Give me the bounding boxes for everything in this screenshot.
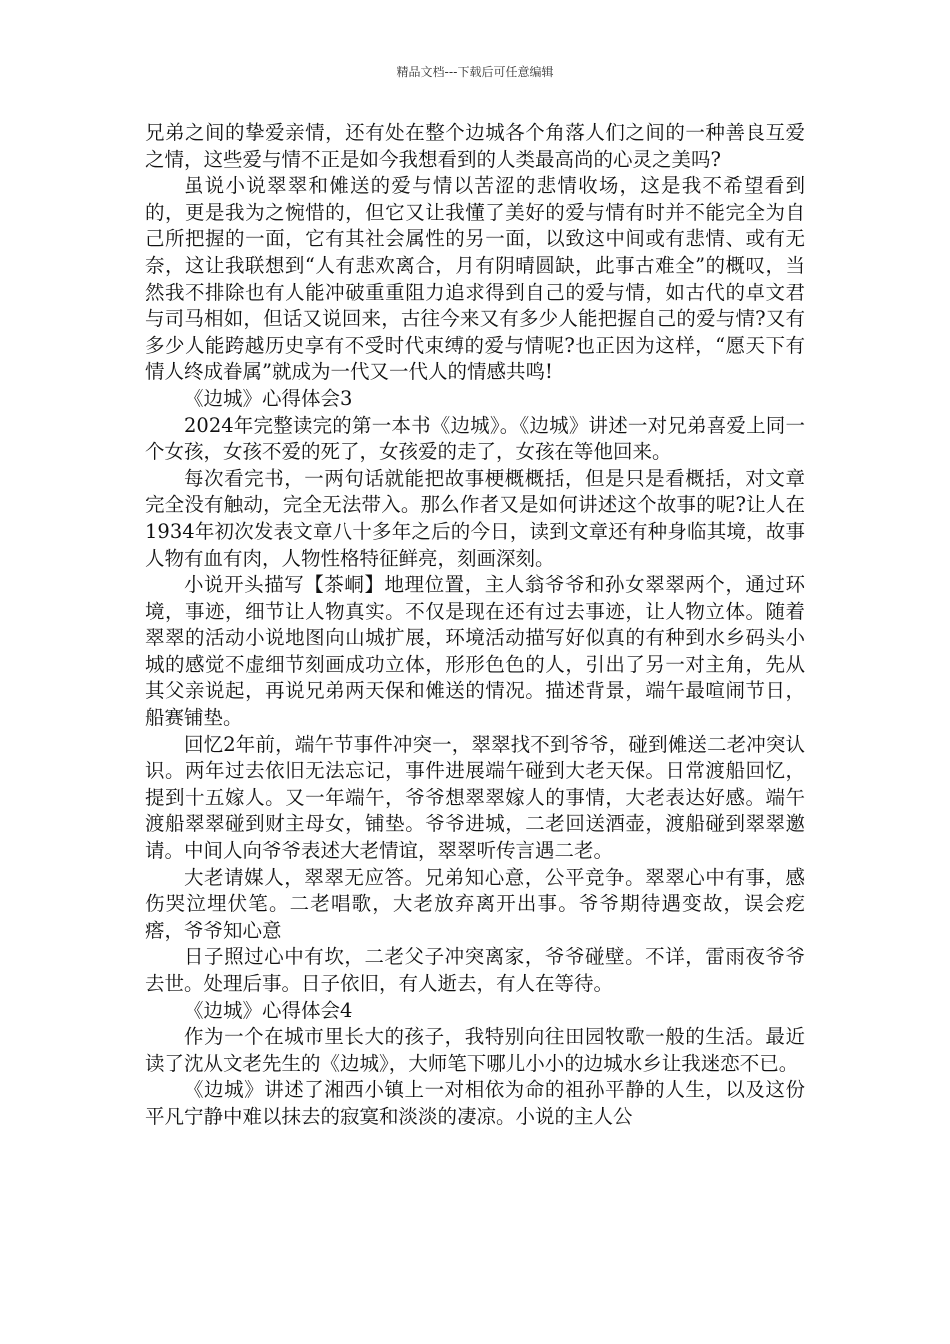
section-heading: 《边城》心得体会3 [184, 386, 353, 410]
page-header: 精品文档---下载后可任意编辑 [396, 65, 554, 79]
paragraph: 《边城》讲述了湘西小镇上一对相依为命的祖孙平静的人生，以及这份平凡宁静中难以抹去的寂寞和淡淡的凄凉。小说的主人公 [145, 1078, 805, 1128]
paragraph: 日子照过心中有坎，二老父子冲突离家，爷爷碰壁。不详，雷雨夜爷爷去世。处理后事。日子依旧，有人逝去，有人在等待。 [145, 945, 805, 995]
paragraph: 每次看完书，一两句话就能把故事梗概概括，但是只是看概括，对文章完全没有触动，完全无法带入。那么作者又是如何讲述这个故事的呢?让人在1934年初次发表文章八十多年之后的今日，读到文章还有种身临其境，故事人物有血有肉，人物性格特征鲜亮，刻画深刻。 [145, 466, 805, 570]
paragraph: 2024年完整读完的第一本书《边城》。《边城》讲述一对兄弟喜爱上同一个女孩，女孩不爱的死了，女孩爱的走了，女孩在等他回来。 [145, 413, 805, 464]
paragraph: 小说开头描写【茶峒】地理位置，主人翁爷爷和孙女翠翠两个，通过环境，事迹，细节让人物真实。不仅是现在还有过去事迹，让人物立体。随着翠翠的活动小说地图向山城扩展，环境活动描写好似真的有种到水乡码头小城的感觉不虚细节刻画成功立体，形形色色的人，引出了另一对主角，先从其父亲说起，再说兄弟两天保和傩送的情况。描述背景，端午最喧闹节日，船赛铺垫。 [145, 573, 805, 730]
document-body [145, 120, 805, 1131]
paragraph: 回忆2年前，端午节事件冲突一，翠翠找不到爷爷，碰到傩送二老冲突认识。两年过去依旧无法忘记，事件进展端午碰到大老天保。日常渡船回忆，提到十五嫁人。又一年端午，爷爷想翠翠嫁人的事情，大老表达好感。端午渡船翠翠碰到财主母女，铺垫。爷爷进城，二老回送酒壶，渡船碰到翠翠邀请。中间人向爷爷表述大老情谊，翠翠听传言遇二老。 [145, 732, 805, 863]
section-heading: 《边城》心得体会4 [184, 998, 353, 1022]
paragraph: 作为一个在城市里长大的孩子，我特别向往田园牧歌一般的生活。最近读了沈从文老先生的《边城》，大师笔下哪儿小小的边城水乡让我迷恋不已。 [145, 1025, 805, 1075]
paragraph: 兄弟之间的挚爱亲情，还有处在整个边城各个角落人们之间的一种善良互爱之情，这些爱与情不正是如今我想看到的人类最高尚的心灵之美吗? [145, 121, 805, 171]
paragraph: 虽说小说翠翠和傩送的爱与情以苦涩的悲情收场，这是我不希望看到的，更是我为之惋惜的，但它又让我懂了美好的爱与情有时并不能完全为自己所把握的一面，它有其社会属性的另一面，以致这中间或有悲情、或有无奈，这让我联想到“人有悲欢离合，月有阴晴圆缺，此事古难全”的概叹，当然我不排除也有人能冲破重重阻力追求得到自己的爱与情，如古代的卓文君与司马相如，但话又说回来，古往今来又有多少人能把握自己的爱与情?又有多少人能跨越历史享有不受时代束缚的爱与情呢?也正因为这样，“愿天下有情人终成眷属”就成为一代又一代人的情感共鸣! [145, 174, 805, 384]
paragraph: 大老请媒人，翠翠无应答。兄弟知心意，公平竞争。翠翠心中有事，感伤哭泣埋伏笔。二老唱歌，大老放弃离开出事。爷爷期待遇变故，误会疙瘩，爷爷知心意 [145, 865, 805, 942]
